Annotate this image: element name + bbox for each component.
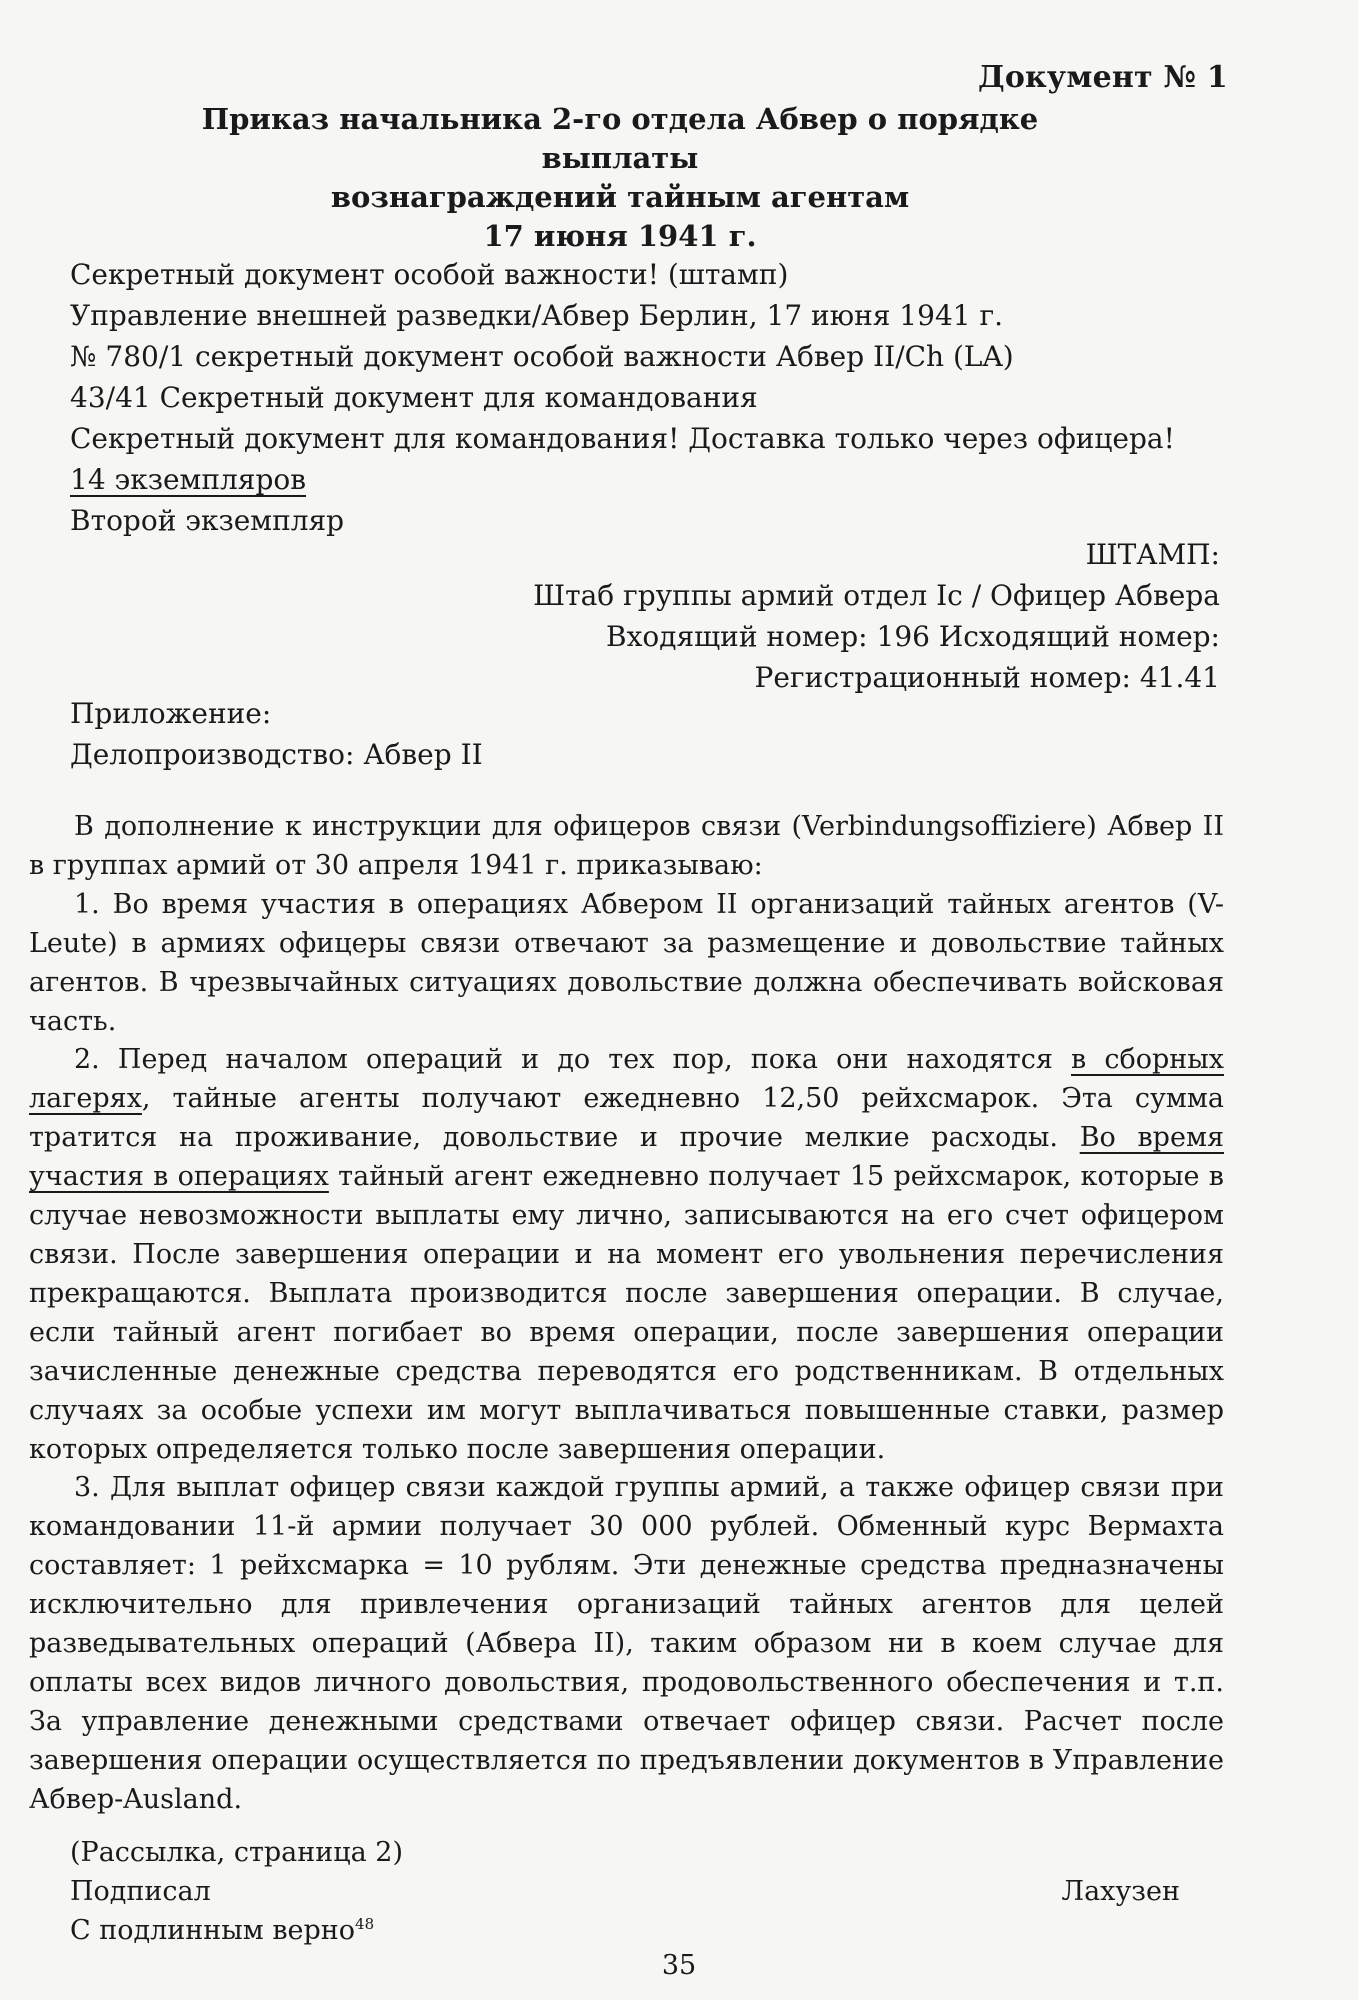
distribution-note: (Рассылка, страница 2) bbox=[70, 1837, 404, 1868]
attachment-block bbox=[70, 693, 483, 775]
preamble-copies-line bbox=[70, 459, 1240, 500]
preamble-line: Управление внешней разведки/Абвер Берлин, 17 июня 1941 г. bbox=[70, 299, 1004, 332]
page-number: 35 bbox=[661, 1950, 697, 1981]
stamp-label: ШТАМП: bbox=[1085, 538, 1220, 571]
records-office: Делопроизводство: Абвер II bbox=[70, 738, 483, 771]
preamble-line: № 780/1 секретный документ особой важности Абвер II/Ch (LA) bbox=[70, 340, 1014, 373]
stamp-block bbox=[533, 534, 1220, 698]
title-line: вознаграждений тайным агентам bbox=[330, 180, 910, 214]
certified-label: С подлинным верно bbox=[70, 1914, 356, 1946]
item-2-underlined-operations: Во время участия в операциях bbox=[29, 1122, 1224, 1193]
preamble-line: 43/41 Секретный документ для командования bbox=[70, 381, 758, 414]
document-title bbox=[120, 100, 1120, 256]
title-line: Приказ начальника 2-го отдела Абвер о порядке выплаты bbox=[201, 102, 1039, 175]
item-2-underlined-camps: в сборных лагерях bbox=[29, 1044, 1224, 1115]
footnote-ref: 48 bbox=[355, 1914, 375, 1933]
certified-line bbox=[70, 1912, 1180, 1951]
document-number: Документ № 1 bbox=[977, 60, 1228, 95]
preamble-line: Секретный документ для командования! Доставка только через офицера! bbox=[70, 422, 1175, 455]
stamp-line: Штаб группы армий отдел Ic / Офицер Абвера bbox=[533, 579, 1220, 612]
title-date: 17 июня 1941 г. bbox=[483, 219, 757, 253]
copies-count: 14 экземпляров bbox=[70, 463, 306, 496]
document-body bbox=[29, 808, 1224, 1820]
body-item-2 bbox=[29, 1041, 1224, 1469]
preamble-line: Секретный документ особой важности! (штамп) bbox=[70, 258, 789, 291]
stamp-line: Входящий номер: 196 Исходящий номер: bbox=[606, 620, 1220, 653]
body-item-1: 1. Во время участия в операциях Абвером II организаций тайных агентов (V-Leute) в армиях офицеры связи отвечают за размещение и довольствие тайных агентов. В чрезвычайных ситуациях довольствие должна обеспечивать войсковая часть. bbox=[29, 888, 1224, 1037]
item-2-text: тайный агент ежедневно получает 15 рейхсмарок, которые в случае невозможности выплаты ему лично, записываются на его счет офицером связи. После завершения операции и на момент его увольнения перечисления прекращаются. Выплата производится после завершения операции. В случае, если тайный агент погибает во время операции, после завершения операции зачисленные денежные средства переводятся его родственникам. В отдельных случаях за особые успехи им могут выплачиваться повышенные ставки, размер которых определяется только после завершения операции. bbox=[29, 1161, 1224, 1465]
preamble bbox=[70, 254, 1240, 541]
signature-line bbox=[70, 1873, 1180, 1912]
item-2-text: , тайные агенты получают ежедневно 12,50 рейхсмарок. Эта сумма тратится на проживание, довольствие и прочие мелкие расходы. bbox=[29, 1083, 1224, 1154]
signer-name: Лахузен bbox=[1061, 1875, 1180, 1907]
item-2-text: 2. Перед началом операций и до тех пор, пока они находятся bbox=[74, 1044, 1072, 1076]
preamble-line: Второй экземпляр bbox=[70, 504, 345, 537]
attachment-label: Приложение: bbox=[70, 697, 272, 730]
body-item-3: 3. Для выплат офицер связи каждой группы армий, а также офицер связи при командовании 11-й армии получает 30 000 рублей. Обменный курс Вермахта составляет: 1 рейхсмарка = 10 рублям. Эти денежные средства предназначены исключительно для привлечения организаций тайных агентов для целей разведывательных операций (Абвера II), таким образом ни в коем случае для оплаты всех видов личного довольствия, продовольственного обеспечения и т.п. За управление денежными средствами отвечает офицер связи. Расчет после завершения операции осуществляется по предъявлении документов в Управление Абвер-Ausland. bbox=[29, 1472, 1224, 1815]
closing-block bbox=[70, 1834, 1180, 1951]
stamp-line: Регистрационный номер: 41.41 bbox=[754, 661, 1220, 694]
signed-label: Подписал bbox=[70, 1875, 211, 1907]
body-intro: В дополнение к инструкции для офицеров связи (Verbindungsoffiziere) Абвер II в группах армий от 30 апреля 1941 г. приказываю: bbox=[29, 811, 1224, 881]
